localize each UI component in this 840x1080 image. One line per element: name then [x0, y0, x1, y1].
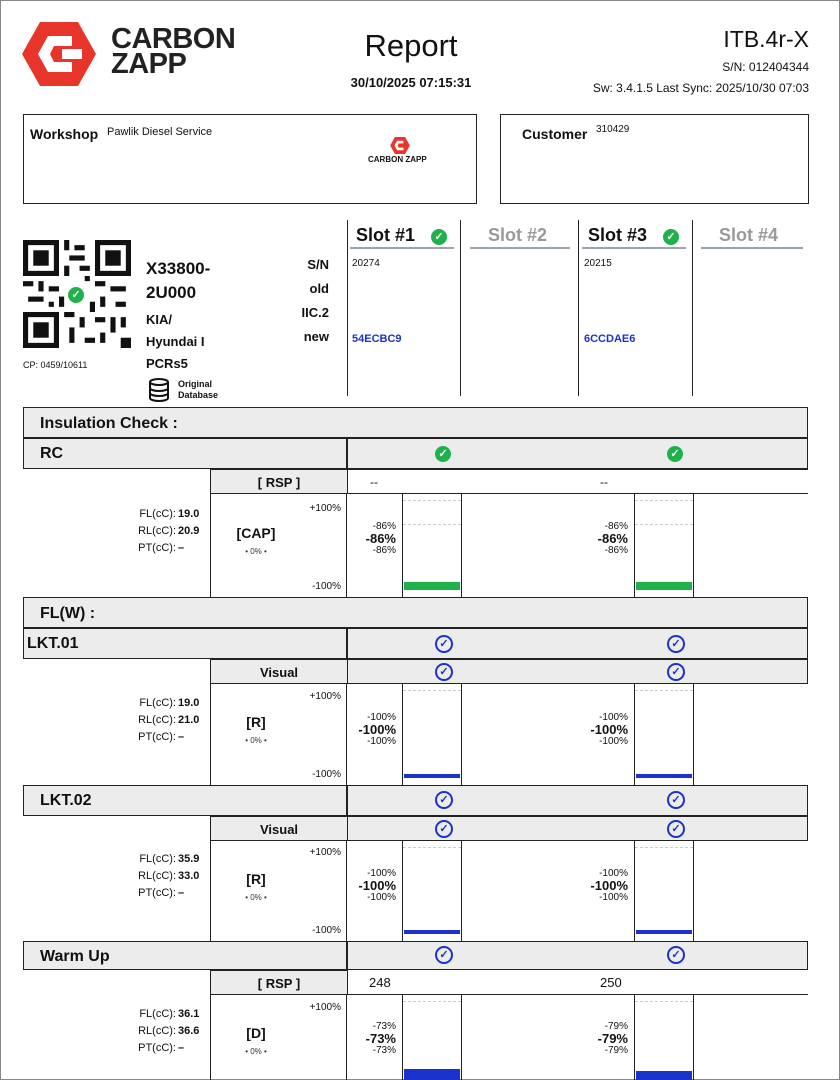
lkt01-slot-3-bar	[636, 774, 692, 778]
slot-divider-2	[460, 220, 461, 396]
rl-value: 21.0	[178, 714, 200, 726]
warmup-values	[178, 1006, 202, 1057]
lkt02-slot-3-bot: -100%	[599, 892, 628, 903]
graph-gridline	[403, 847, 461, 848]
fl-label: FL(cC):	[139, 853, 176, 865]
report-title: Report	[364, 28, 458, 63]
brand-name	[111, 23, 236, 80]
make-line-2: Hyundai I	[146, 334, 205, 349]
workshop-label: Workshop	[30, 126, 99, 142]
insulation-slot-3-graph	[634, 494, 694, 597]
warmup-rsp-subhead: [ RSP ]	[210, 970, 348, 995]
lkt01-visual-slot-1-check-icon: ✓	[435, 663, 453, 681]
lkt02-scale-bottom: -100%	[312, 925, 341, 936]
pt-value: –	[178, 731, 185, 743]
warmup-slot-1-mid: -73%	[365, 1031, 396, 1046]
insulation-values	[178, 506, 202, 557]
lkt02-slot-1-top: -100%	[367, 868, 396, 879]
injector-type: PCRs5	[146, 356, 188, 371]
lkt02-slot-3-mid: -100%	[590, 878, 628, 893]
customer-label: Customer	[522, 126, 588, 142]
insulation-slot-1-percent	[350, 521, 396, 557]
lkt02-slot-1-graph	[402, 841, 462, 941]
part-number-line-1: X33800-	[146, 259, 211, 278]
lkt01-slot-3-percent	[582, 712, 628, 748]
insulation-rsp-subhead: [ RSP ]	[210, 469, 348, 494]
carbon-zapp-logo-icon	[22, 22, 96, 86]
insulation-slot-3-bot: -86%	[604, 545, 628, 556]
slot-3-underline	[582, 247, 686, 249]
fl-label: FL(cC):	[139, 697, 176, 709]
insulation-test-sub: • 0% •	[245, 547, 267, 556]
warmup-scale-top: +100%	[309, 1002, 341, 1013]
lkt02-slot-1-percent	[350, 868, 396, 904]
rc-results-bar	[347, 438, 808, 469]
workshop-logo-text: CARBON ZAPP	[368, 155, 427, 164]
lkt01-slot-3-top: -100%	[599, 712, 628, 723]
fl-value: 19.0	[178, 697, 200, 709]
slot-4-underline	[701, 247, 803, 249]
lkt01-slot-1-graph	[402, 684, 462, 785]
lkt01-label: LKT.01	[23, 628, 347, 659]
lkt01-scale-top: +100%	[309, 691, 341, 702]
lkt01-slot-1-top: -100%	[367, 712, 396, 723]
warmup-slot-1-rsp: 248	[369, 975, 391, 990]
slot-1-sn: 20274	[352, 258, 380, 269]
injector-make	[146, 309, 205, 375]
warmup-label: Warm Up	[23, 941, 347, 970]
insulation-slot-1-graph	[402, 494, 462, 597]
insulation-scale-top: +100%	[309, 503, 341, 514]
slot-1-check-icon: ✓	[431, 229, 447, 245]
warmup-results-bar	[347, 941, 808, 970]
slot-1-underline	[350, 247, 454, 249]
insulation-slot-3-rsp: --	[600, 475, 608, 489]
slot-divider-4	[692, 220, 693, 396]
qr-check-icon: ✓	[68, 287, 84, 303]
device-serial: S/N: 012404344	[722, 60, 809, 74]
rl-value: 33.0	[178, 870, 200, 882]
graph-gridline	[403, 500, 461, 501]
warmup-slot-3-rsp: 250	[600, 975, 622, 990]
lkt01-test-name: [R]	[246, 714, 266, 730]
lkt02-slot-3-check-icon: ✓	[667, 791, 685, 809]
pt-label: PT(cC):	[138, 1042, 176, 1054]
workshop-box	[23, 114, 477, 204]
label-iic2: IIC.2	[301, 305, 329, 320]
workshop-name: Pawlik Diesel Service	[107, 126, 213, 138]
pt-label: PT(cC):	[138, 887, 176, 899]
lkt01-slot-1-bot: -100%	[367, 736, 396, 747]
insulation-slot-1-rsp: --	[370, 475, 378, 489]
customer-box	[500, 114, 809, 204]
database-line-2: Database	[178, 390, 219, 400]
lkt01-results-bar	[347, 628, 808, 659]
insulation-slot-3-percent	[582, 521, 628, 557]
fl-value: 19.0	[178, 508, 200, 520]
slot-4-title: Slot #4	[719, 225, 779, 245]
database-line-1: Original	[178, 379, 213, 389]
slot-3-code: 6CCDAE6	[584, 333, 636, 345]
pt-value: –	[178, 542, 185, 554]
label-new: new	[303, 329, 329, 344]
lkt02-labels	[128, 851, 176, 902]
lkt02-slot-1-mid: -100%	[358, 878, 396, 893]
graph-gridline	[635, 1001, 693, 1002]
lkt02-slot-1-bot: -100%	[367, 892, 396, 903]
warmup-slot-3-check-icon: ✓	[667, 946, 685, 964]
insulation-scale-bottom: -100%	[312, 581, 341, 592]
lkt01-visual-row	[347, 659, 808, 684]
lkt01-test-sub: • 0% •	[245, 736, 267, 745]
lkt01-labels	[128, 695, 176, 746]
lkt01-scale-bottom: -100%	[312, 769, 341, 780]
pt-label: PT(cC):	[138, 542, 176, 554]
warmup-labels	[128, 1006, 176, 1057]
graph-gridline	[403, 690, 461, 691]
insulation-labels	[128, 506, 176, 557]
lkt02-visual-subhead: Visual	[210, 816, 348, 841]
slot-3-title: Slot #3	[588, 225, 648, 245]
insulation-slot-1-bar	[404, 582, 460, 590]
warmup-slot-3-bot: -79%	[604, 1045, 628, 1056]
warmup-slot-3-percent	[582, 1021, 628, 1057]
graph-gridline	[635, 524, 693, 525]
rl-value: 20.9	[178, 525, 200, 537]
rl-label: RL(cC):	[138, 525, 176, 537]
rl-label: RL(cC):	[138, 714, 176, 726]
warmup-slot-3-top: -79%	[604, 1021, 628, 1032]
lkt01-slot-3-graph	[634, 684, 694, 785]
graph-gridline	[635, 690, 693, 691]
lkt02-slot-3-top: -100%	[599, 868, 628, 879]
insulation-test-name: [CAP]	[236, 525, 276, 541]
warmup-rsp-row	[347, 970, 808, 995]
warmup-test-name: [D]	[246, 1025, 266, 1041]
lkt01-slot-1-check-icon: ✓	[435, 635, 453, 653]
warmup-slot-3-mid: -79%	[597, 1031, 628, 1046]
lkt02-scale-top: +100%	[309, 847, 341, 858]
part-number-line-2: 2U000	[146, 283, 197, 302]
slot-2-title: Slot #2	[488, 225, 548, 245]
insulation-slot-1-top: -86%	[372, 521, 396, 532]
insulation-slot-1-bot: -86%	[372, 545, 396, 556]
fl-label: FL(cC):	[139, 1008, 176, 1020]
slot-3-sn: 20215	[584, 258, 612, 269]
lkt02-slot-3-percent	[582, 868, 628, 904]
customer-value: 310429	[596, 124, 630, 135]
brand-line-2: ZAPP	[111, 48, 187, 80]
lkt02-slot-1-check-icon: ✓	[435, 791, 453, 809]
insulation-rsp-row	[347, 469, 808, 494]
report-datetime: 30/10/2025 07:15:31	[350, 75, 472, 90]
graph-gridline	[635, 847, 693, 848]
lkt02-results-bar	[347, 785, 808, 816]
lkt01-slot-1-mid: -100%	[358, 722, 396, 737]
lkt02-visual-row	[347, 816, 808, 841]
label-sn: S/N	[307, 257, 329, 272]
software-version: Sw: 3.4.1.5 Last Sync: 2025/10/30 07:03	[592, 81, 809, 95]
rl-label: RL(cC):	[138, 870, 176, 882]
lkt01-visual-subhead: Visual	[210, 659, 348, 684]
slot-1-code: 54ECBC9	[352, 333, 402, 345]
lkt01-slot-3-bot: -100%	[599, 736, 628, 747]
warmup-slot-3-graph	[634, 995, 694, 1080]
graph-gridline	[403, 1001, 461, 1002]
insulation-check-header: Insulation Check :	[23, 407, 808, 438]
rc-label: RC	[23, 438, 347, 469]
lkt01-slot-3-mid: -100%	[590, 722, 628, 737]
warmup-slot-1-bot: -73%	[372, 1045, 396, 1056]
lkt02-slot-3-bar	[636, 930, 692, 934]
slot-divider-3	[578, 220, 579, 396]
slot-3-check-icon: ✓	[663, 229, 679, 245]
device-model: ITB.4r-X	[723, 26, 809, 52]
lkt02-test-name: [R]	[246, 871, 266, 887]
warmup-slot-1-bar	[404, 1069, 460, 1080]
workshop-logo-icon	[390, 137, 410, 154]
warmup-slot-1-check-icon: ✓	[435, 946, 453, 964]
database-icon	[148, 378, 170, 402]
rc-slot-3-check-icon: ✓	[667, 446, 683, 462]
cp-number: CP: 0459/10611	[23, 360, 88, 370]
pt-value: –	[178, 1042, 185, 1054]
lkt01-slot-3-check-icon: ✓	[667, 635, 685, 653]
warmup-slot-1-top: -73%	[372, 1021, 396, 1032]
insulation-slot-3-top: -86%	[604, 521, 628, 532]
lkt02-values	[178, 851, 202, 902]
lkt02-label: LKT.02	[23, 785, 347, 816]
warmup-test-sub: • 0% •	[245, 1047, 267, 1056]
lkt02-slot-3-graph	[634, 841, 694, 941]
slot-1-title: Slot #1	[356, 225, 416, 245]
lkt01-slot-1-bar	[404, 774, 460, 778]
brand-line-1: CARBON	[111, 23, 236, 55]
part-number	[146, 257, 210, 305]
lkt02-visual-slot-3-check-icon: ✓	[667, 820, 685, 838]
fl-value: 35.9	[178, 853, 200, 865]
flw-header: FL(W) :	[23, 597, 808, 628]
fl-value: 36.1	[178, 1008, 200, 1020]
lkt02-slot-1-bar	[404, 930, 460, 934]
pt-label: PT(cC):	[138, 731, 176, 743]
insulation-slot-1-mid: -86%	[365, 531, 396, 546]
graph-gridline	[403, 524, 461, 525]
rc-slot-1-check-icon: ✓	[435, 446, 451, 462]
label-old: old	[309, 281, 329, 296]
slot-divider-1	[347, 220, 348, 396]
lkt02-visual-slot-1-check-icon: ✓	[435, 820, 453, 838]
insulation-slot-3-bar	[636, 582, 692, 590]
make-line-1: KIA/	[146, 312, 172, 327]
insulation-slot-3-mid: -86%	[597, 531, 628, 546]
rl-label: RL(cC):	[138, 1025, 176, 1037]
slot-row-labels	[285, 253, 329, 349]
lkt02-test-sub: • 0% •	[245, 893, 267, 902]
warmup-slot-1-graph	[402, 995, 462, 1080]
rl-value: 36.6	[178, 1025, 200, 1037]
slot-2-underline	[470, 247, 570, 249]
fl-label: FL(cC):	[139, 508, 176, 520]
lkt01-slot-1-percent	[350, 712, 396, 748]
warmup-slot-3-bar	[636, 1071, 692, 1080]
lkt01-visual-slot-3-check-icon: ✓	[667, 663, 685, 681]
lkt01-values	[178, 695, 202, 746]
database-label	[178, 379, 218, 401]
warmup-slot-1-percent	[350, 1021, 396, 1057]
pt-value: –	[178, 887, 185, 899]
graph-gridline	[635, 500, 693, 501]
